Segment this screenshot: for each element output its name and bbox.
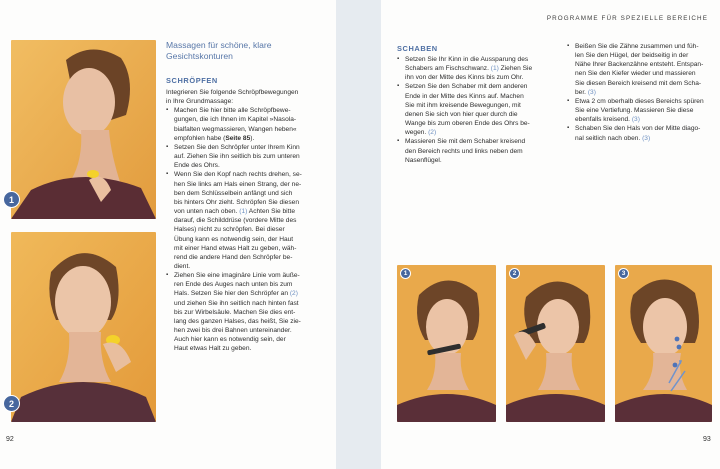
photo-woman-frontal bbox=[8, 232, 156, 422]
running-head: PROGRAMME FÜR SPEZIELLE BEREICHE bbox=[546, 15, 708, 22]
list-item bbox=[567, 42, 717, 97]
text-line: gungen, die ich Ihnen im Kapitel »Nasola- bbox=[174, 116, 297, 124]
text-fragment: Achten Sie bitte bbox=[247, 208, 295, 216]
text-line: ▪ Setzen Sie Ihr Kinn in die Aussparung des bbox=[405, 56, 529, 63]
text-line: Nähe Ihrer Backenzähne entsteht. Entspan- bbox=[575, 61, 704, 69]
schaben-bullet-list-2 bbox=[567, 42, 717, 143]
book-gutter bbox=[336, 0, 381, 469]
list-item bbox=[166, 271, 334, 353]
list-item bbox=[166, 106, 334, 143]
text-line: len Sie den Hügel, der beidseitig in der bbox=[575, 52, 689, 60]
photo-schaben-1 bbox=[397, 265, 496, 422]
schroepfen-bullet-list bbox=[166, 106, 334, 353]
text-line: ren Ende des Auges nach unten bis zum bbox=[174, 281, 293, 289]
text-fragment: ebenfalls kreisend. bbox=[575, 116, 632, 124]
text-line: bis hinters Ohr zieht. Schröpfen Sie diesen bbox=[174, 198, 299, 206]
text-line: Nasenflügel. bbox=[405, 156, 442, 164]
schaben-col1 bbox=[397, 55, 565, 165]
text-line: lang des ganzen Halses, das heißt, Sie zie- bbox=[174, 317, 301, 325]
text-line: ▪ Etwa 2 cm oberhalb dieses Bereichs spüren bbox=[575, 97, 704, 105]
text-fragment: ). bbox=[250, 134, 255, 142]
text-line: ▪ Setzen Sie den Schaber mit dem anderen bbox=[405, 83, 528, 91]
figure-reference: (3) bbox=[631, 116, 640, 124]
step-badge-small-1 bbox=[400, 268, 411, 279]
text-line bbox=[174, 289, 334, 298]
text-fragment: Hals. Setzen Sie hier den Schröpfer an bbox=[174, 290, 290, 298]
figure-reference: (3) bbox=[642, 134, 651, 142]
text-line: mit einer Hand etwas Halt zu geben, wäh- bbox=[174, 244, 297, 252]
text-line bbox=[575, 115, 717, 124]
list-item bbox=[567, 97, 717, 124]
text-line: Auch hier kann es notwendig sein, der bbox=[174, 336, 286, 344]
text-line: Sie eine Vertiefung. Massieren Sie diese bbox=[575, 107, 694, 115]
text-fragment: empfohlen habe ( bbox=[174, 134, 226, 142]
text-line: denen Sie sich von hier quer durch die bbox=[405, 110, 518, 118]
text-fragment: von unten nach oben. bbox=[174, 208, 240, 216]
text-fragment: Ziehen Sie bbox=[498, 65, 533, 73]
text-line: Ende des Ohrs. bbox=[174, 162, 220, 170]
step-badge-small-2-label: 2 bbox=[512, 270, 517, 277]
text-line: ▪ Ziehen Sie eine imaginäre Linie vom äuße- bbox=[174, 272, 300, 280]
text-line: hen Sie links am Hals einen Strang, der ne- bbox=[174, 180, 302, 188]
text-line: ▪ Machen Sie hier bitte alle Schröpfbewe- bbox=[174, 107, 291, 115]
text-fragment: nal seitlich nach oben. bbox=[575, 134, 643, 142]
figure-reference: (1) bbox=[490, 65, 499, 73]
photo-schroepfen-1 bbox=[8, 40, 156, 219]
step-badge-small-1-label: 1 bbox=[403, 270, 408, 277]
page-number-left: 92 bbox=[6, 436, 14, 443]
text-line: auf. Ziehen Sie ihn seitlich bis zum unteren bbox=[174, 153, 300, 161]
text-line: und ziehen Sie ihn seitlich nach hinten fast bbox=[174, 299, 299, 307]
step-badge-small-3-label: 3 bbox=[621, 270, 626, 277]
text-line: bis zur Wirbelsäule. Machen Sie dies ent- bbox=[174, 308, 296, 316]
text-line bbox=[575, 88, 717, 97]
text-line: Ende in der Mitte des Kinns auf. Machen bbox=[405, 92, 524, 100]
text-line: Haut etwas Halt zu geben. bbox=[174, 345, 252, 353]
text-line: den Bereich rechts und links neben dem bbox=[405, 147, 523, 155]
step-badge-2-label: 2 bbox=[8, 398, 14, 409]
photo-schaben-3 bbox=[615, 265, 712, 422]
list-item bbox=[567, 124, 717, 142]
text-line: ihn von der Mitte des Kinns bis zum Ohr. bbox=[405, 74, 524, 82]
text-line: Übung kann es notwendig sein, der Haut bbox=[174, 235, 294, 243]
step-badge-2 bbox=[3, 395, 20, 412]
text-line: ▪ Massieren Sie mit dem Schaber kreisend bbox=[405, 138, 526, 146]
section-title-schaben: SCHABEN bbox=[397, 44, 438, 53]
intro-line1: Integrieren Sie folgende Schröpfbewegungen bbox=[166, 89, 299, 96]
right-page bbox=[381, 0, 720, 469]
text-line: Sie diesen Bereich kreisend mit dem Scha- bbox=[575, 79, 702, 87]
text-line bbox=[575, 134, 717, 143]
text-line: darauf, die Schilddrüse (vordere Mitte des bbox=[174, 217, 297, 225]
text-line: ▪ Wenn Sie den Kopf nach rechts drehen, se- bbox=[174, 171, 302, 179]
list-item bbox=[397, 82, 565, 137]
figure-reference: (2) bbox=[428, 129, 437, 137]
article-heading-line2: Gesichtskonturen bbox=[166, 51, 233, 61]
photo-schroepfen-2 bbox=[8, 232, 156, 422]
list-item bbox=[397, 55, 565, 82]
schaben-col2 bbox=[567, 42, 717, 143]
text-line bbox=[405, 128, 565, 137]
page-reference: Seite 85 bbox=[225, 134, 251, 142]
figure-reference: (2) bbox=[289, 290, 298, 298]
left-page bbox=[0, 0, 336, 469]
text-line: rend die andere Hand den Schröpfer be- bbox=[174, 253, 293, 261]
text-line: ▪ Beißen Sie die Zähne zusammen und füh- bbox=[575, 43, 699, 50]
photo-woman-profile bbox=[8, 40, 156, 219]
text-line bbox=[405, 64, 565, 73]
text-line: ben dem Schlüsselbein anfängt und sich bbox=[174, 189, 293, 197]
article-heading-line1: Massagen für schöne, klare bbox=[166, 40, 272, 50]
list-item bbox=[166, 143, 334, 170]
list-item bbox=[166, 170, 334, 271]
photo-woman-scraper-cheek bbox=[506, 265, 605, 422]
text-fragment: ber. bbox=[575, 88, 588, 96]
step-badge-small-3 bbox=[618, 268, 629, 279]
text-fragment: wegen. bbox=[405, 129, 429, 137]
step-badge-small-2 bbox=[509, 268, 520, 279]
text-line bbox=[174, 134, 334, 143]
figure-reference: (3) bbox=[587, 88, 596, 96]
text-line: nen Sie den Kiefer wieder und massieren bbox=[575, 70, 696, 78]
text-fragment: Schabers am Fischschwanz. bbox=[405, 65, 491, 73]
text-line: ▪ Setzen Sie den Schröpfer unter Ihrem Kinn bbox=[174, 143, 300, 151]
photo-woman-massage-points bbox=[615, 265, 712, 422]
list-item bbox=[397, 137, 565, 164]
text-line: bialfalten wegmassieren, Wangen heben« bbox=[174, 125, 297, 133]
text-line bbox=[174, 207, 334, 216]
figure-reference: (1) bbox=[239, 208, 248, 216]
text-line: ▪ Schaben Sie den Hals von der Mitte diago- bbox=[575, 125, 701, 133]
page-number-right: 93 bbox=[703, 436, 711, 443]
photo-schaben-2 bbox=[506, 265, 605, 422]
text-line: Wange bis zum oberen Ende des Ohrs be- bbox=[405, 120, 530, 128]
schaben-bullet-list-1 bbox=[397, 55, 565, 165]
text-line: dient. bbox=[174, 262, 191, 270]
article-heading bbox=[166, 40, 331, 62]
photo-woman-scraper-chin bbox=[397, 265, 496, 422]
step-badge-1 bbox=[3, 191, 20, 208]
text-line: Sie mit ihm kreisende Bewegungen, mit bbox=[405, 101, 521, 109]
text-line: Halses) nicht zu schröpfen. Bei dieser bbox=[174, 226, 285, 234]
section-title-schroepfen: SCHRÖPFEN bbox=[166, 76, 218, 85]
intro-line2: in Ihre Grundmassage: bbox=[166, 98, 234, 106]
schroepfen-body bbox=[166, 88, 334, 354]
text-line: hen zwei bis drei Bahnen untereinander. bbox=[174, 327, 292, 335]
step-badge-1-label: 1 bbox=[8, 194, 14, 205]
